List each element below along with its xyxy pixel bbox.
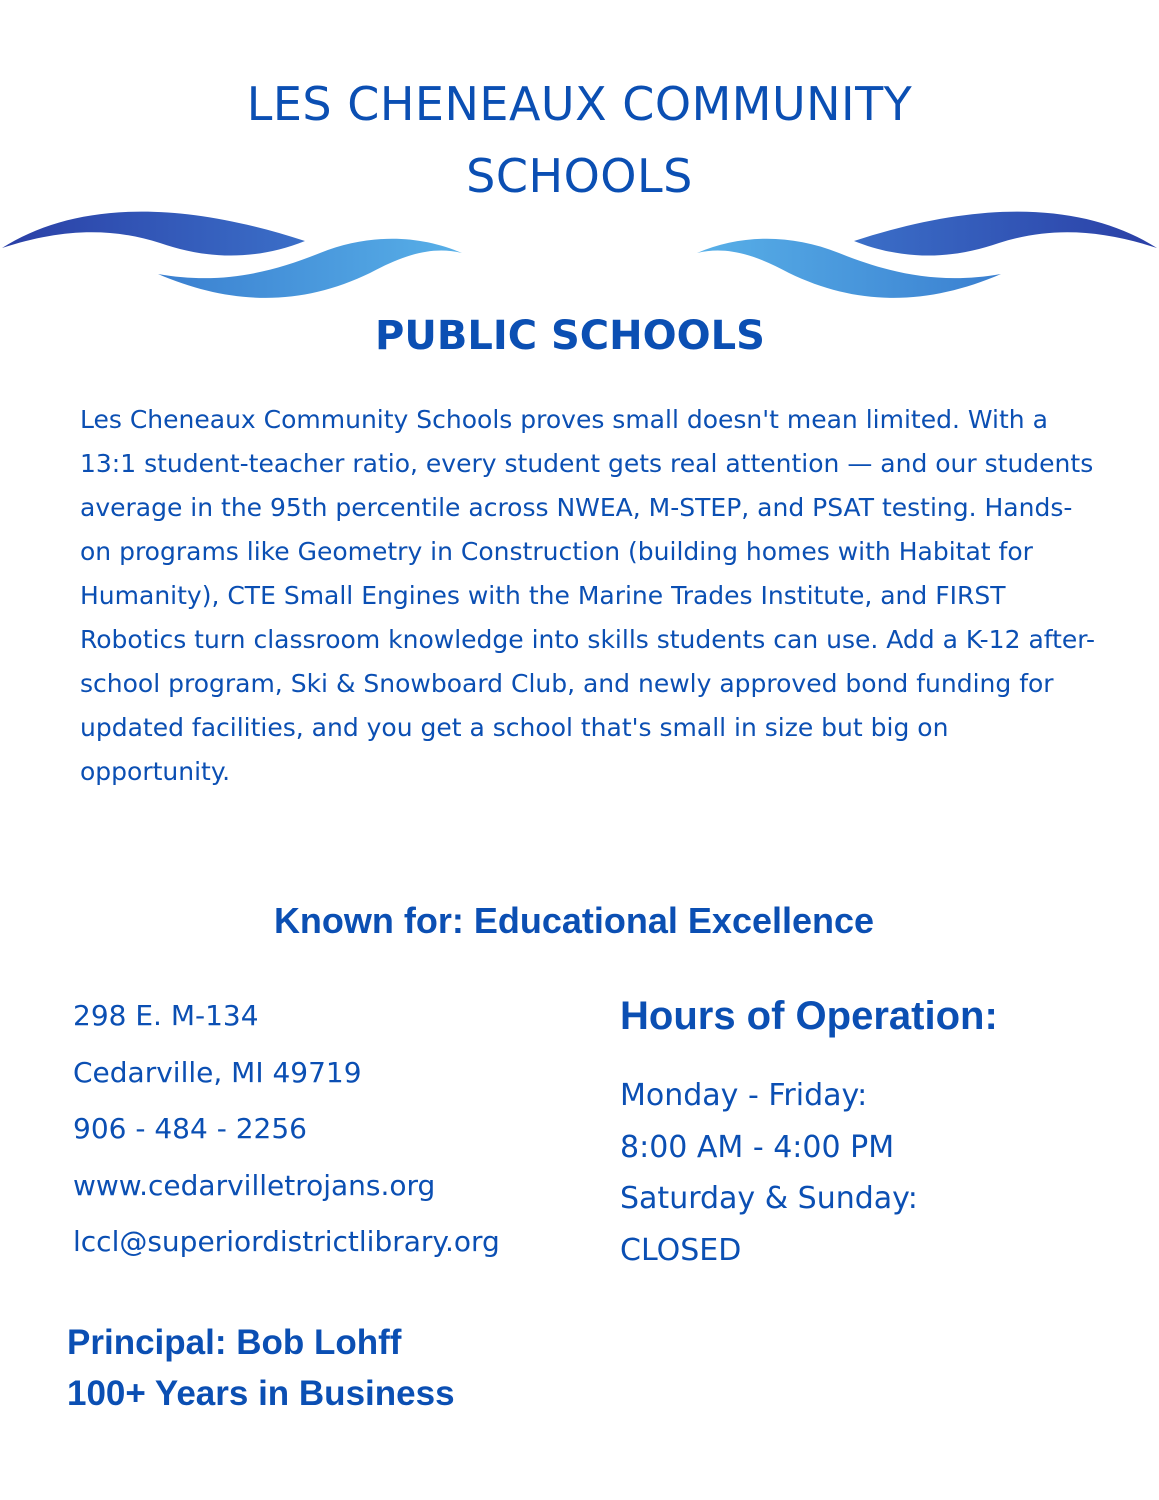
weekday-hours: 8:00 AM - 4:00 PM <box>620 1129 895 1165</box>
address-line-2: Cedarville, MI 49719 <box>73 1055 362 1089</box>
page-title-line-2: SCHOOLS <box>466 149 693 203</box>
page-title <box>0 68 1159 212</box>
footer-info <box>67 1317 767 1419</box>
section-subtitle: PUBLIC SCHOOLS <box>375 313 765 359</box>
principal-name: Principal: Bob Lohff <box>67 1323 402 1362</box>
weekday-label: Monday - Friday: <box>620 1078 868 1113</box>
phone-number: 906 - 484 - 2256 <box>73 1112 307 1145</box>
page-title-line-1: LES CHENEAUX COMMUNITY <box>246 77 913 131</box>
weekend-hours: CLOSED <box>620 1232 742 1268</box>
address-line-1: 298 E. M-134 <box>73 999 259 1032</box>
wave-right-dark <box>854 212 1157 256</box>
hours-of-operation <box>620 1070 1140 1276</box>
hours-heading: Hours of Operation: <box>620 994 998 1038</box>
known-for-heading: Known for: Educational Excellence <box>273 900 875 941</box>
decorative-waves <box>0 195 1159 315</box>
wave-left-dark <box>2 212 305 256</box>
email-link[interactable]: lccl@superiordistrictlibrary.org <box>73 1225 500 1258</box>
school-description: Les Cheneaux Community Schools proves small doesn't mean limited. With a 13:1 student-teacher ratio, every student gets real attention — and our students average in the 95th percentile across NWEA, M-STEP, and PSAT testing. Hands-on programs like Geometry in Construction (building homes with Habitat for Humanity), CTE Small Engines with the Marine Trades Institute, and FIRST Robotics turn classroom knowledge into skills students can use. Add a K-12 after-school program, Ski & Snowboard Club, and newly approved bond funding for updated facilities, and you get a school that's small in size but big on opportunity. <box>80 405 1096 786</box>
website-link[interactable]: www.cedarvilletrojans.org <box>73 1168 436 1202</box>
weekend-label: Saturday & Sunday: <box>620 1181 918 1216</box>
years-in-business: 100+ Years in Business <box>67 1374 455 1413</box>
contact-info <box>73 988 613 1271</box>
